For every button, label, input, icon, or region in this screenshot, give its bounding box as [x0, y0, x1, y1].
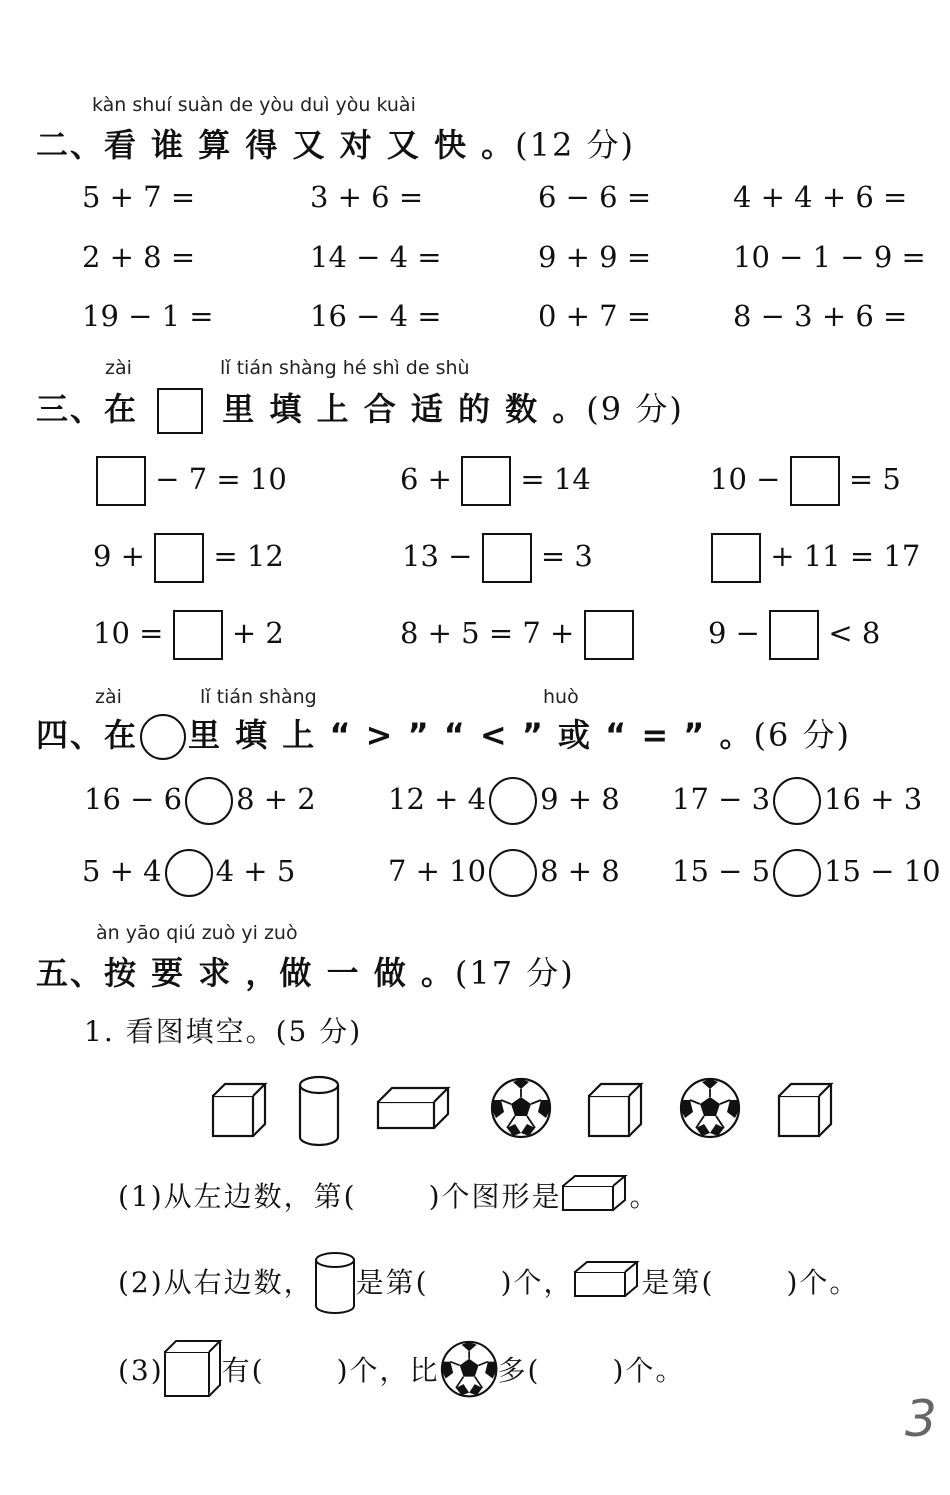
- cuboid-icon: [562, 1174, 630, 1214]
- fill-item-3: [710, 456, 901, 506]
- compare-item-5-right: 8 + 8: [540, 854, 620, 888]
- answer-box[interactable]: [711, 533, 761, 583]
- fill-item-2: [400, 456, 591, 506]
- sub-question-1: [118, 1174, 660, 1215]
- answer-box[interactable]: [154, 533, 204, 583]
- calc-0-1: 3 + 6 =: [310, 180, 424, 214]
- compare-item-2-right: 9 + 8: [540, 782, 620, 816]
- sub-q3-part-d: 多(: [497, 1354, 541, 1387]
- ball-icon: [440, 1340, 498, 1398]
- section3-title-a: 三、在: [36, 390, 139, 428]
- section2-title: [36, 120, 635, 166]
- sub-q2-part-d: 是第(: [641, 1266, 715, 1299]
- section5-title-text: 五、按 要 求 ，做 一 做 。: [36, 954, 455, 992]
- calc-0-0: 5 + 7 =: [82, 180, 196, 214]
- compare-item-5: [388, 849, 620, 897]
- section2-pinyin: kàn shuí suàn de yòu duì yòu kuài: [92, 94, 416, 116]
- sub-q3-part-b: 有(: [221, 1354, 265, 1387]
- fill-item-2-pre: 6 +: [400, 462, 452, 496]
- fill-item-6: [711, 533, 920, 583]
- question-1: 1. 看图填空。(5 分): [84, 1015, 363, 1048]
- sub-q1-part-b: )个图形是: [428, 1180, 562, 1213]
- calc-0-3: 4 + 4 + 6 =: [733, 180, 908, 214]
- compare-circle[interactable]: [489, 849, 537, 897]
- fill-item-5-pre: 13 −: [402, 539, 473, 573]
- fill-item-3-pre: 10 −: [710, 462, 781, 496]
- sub-q2-part-c: )个，: [500, 1266, 574, 1299]
- fill-item-7-post: + 2: [231, 616, 284, 650]
- compare-item-5-left: 7 + 10: [388, 854, 487, 888]
- section4-pinyin-c: huò: [543, 686, 579, 708]
- calc-2-1: 16 − 4 =: [310, 299, 442, 333]
- compare-item-2: [388, 777, 620, 825]
- page-number: 3: [905, 1390, 937, 1448]
- fill-item-8: [400, 610, 634, 660]
- fill-item-4-pre: 9 +: [93, 539, 145, 573]
- fill-item-8-pre: 8 + 5 = 7 +: [400, 616, 575, 650]
- compare-circle[interactable]: [165, 849, 213, 897]
- section3-pinyin-a: zài: [105, 357, 132, 379]
- calc-1-2: 9 + 9 =: [538, 240, 652, 274]
- sub-q2-part-a: (2)从右边数，: [118, 1266, 314, 1299]
- compare-circle[interactable]: [185, 777, 233, 825]
- section2-title-text: 二、看 谁 算 得 又 对 又 快 。: [36, 126, 516, 164]
- sub-question-3: [118, 1340, 685, 1398]
- sub-q3-part-a: (3): [118, 1354, 164, 1387]
- cuboid-shape-icon: [378, 1088, 448, 1128]
- compare-item-4-left: 5 + 4: [82, 854, 162, 888]
- section4-pinyin-b: lǐ tián shàng: [200, 686, 317, 708]
- compare-item-1-right: 8 + 2: [236, 782, 316, 816]
- answer-box[interactable]: [790, 456, 840, 506]
- fill-item-5: [402, 533, 593, 583]
- title-circle-icon: [140, 714, 186, 760]
- cylinder-shape-icon: [300, 1077, 338, 1145]
- fill-item-9-post: < 8: [828, 616, 881, 650]
- sub-question-2: [118, 1250, 859, 1316]
- fill-item-2-post: = 14: [520, 462, 591, 496]
- calc-2-3: 8 − 3 + 6 =: [733, 299, 908, 333]
- fill-item-9-pre: 9 −: [708, 616, 760, 650]
- section5-title: [36, 948, 575, 994]
- compare-item-6: [672, 849, 941, 897]
- answer-box[interactable]: [584, 610, 634, 660]
- answer-box[interactable]: [769, 610, 819, 660]
- cube-icon: [164, 1340, 222, 1398]
- section2-score: (12 分): [515, 126, 636, 164]
- section5-pinyin: àn yāo qiú zuò yi zuò: [96, 922, 298, 944]
- fill-item-7: [93, 610, 284, 660]
- section3-title-b: 里 填 上 合 适 的 数 。: [222, 390, 587, 428]
- fill-item-4-post: = 12: [213, 539, 284, 573]
- sub-q2-part-b: 是第(: [355, 1266, 429, 1299]
- compare-circle[interactable]: [773, 777, 821, 825]
- calc-1-0: 2 + 8 =: [82, 240, 196, 274]
- sub-q3-part-c: )个，比: [336, 1354, 440, 1387]
- section3-title: [36, 384, 684, 434]
- sub-q2-part-e: )个。: [786, 1266, 860, 1299]
- answer-box[interactable]: [96, 456, 146, 506]
- title-answer-box-icon: [157, 388, 203, 434]
- shapes-row: [0, 1070, 950, 1150]
- cylinder-icon: [314, 1250, 356, 1316]
- cuboid-icon: [574, 1260, 642, 1300]
- compare-item-4: [82, 849, 295, 897]
- fill-item-1-post: − 7 = 10: [155, 462, 287, 496]
- section5-score: (17 分): [454, 954, 575, 992]
- cube-shape-icon: [213, 1084, 265, 1136]
- sub-q3-part-e: )个。: [612, 1354, 686, 1387]
- compare-item-4-right: 4 + 5: [215, 854, 296, 888]
- compare-item-2-left: 12 + 4: [388, 782, 487, 816]
- answer-box[interactable]: [482, 533, 532, 583]
- answer-box[interactable]: [461, 456, 511, 506]
- compare-item-3: [672, 777, 922, 825]
- cube-shape-icon: [589, 1084, 641, 1136]
- fill-item-7-pre: 10 =: [93, 616, 164, 650]
- fill-item-9: [708, 610, 880, 660]
- fill-item-5-post: = 3: [540, 539, 593, 573]
- calc-0-2: 6 − 6 =: [538, 180, 652, 214]
- ball-shape-icon: [492, 1079, 550, 1137]
- fill-item-3-post: = 5: [848, 462, 901, 496]
- compare-circle[interactable]: [773, 849, 821, 897]
- section3-score: (9 分): [586, 390, 684, 428]
- section4-pinyin-a: zài: [95, 686, 122, 708]
- calc-1-3: 10 − 1 − 9 =: [733, 240, 926, 274]
- compare-item-1: [84, 777, 316, 825]
- section4-title-a: 四、在: [36, 716, 139, 754]
- compare-item-6-right: 15 − 10: [824, 854, 941, 888]
- calc-2-2: 0 + 7 =: [538, 299, 652, 333]
- compare-item-1-left: 16 − 6: [84, 782, 183, 816]
- fill-item-1: [96, 456, 287, 506]
- sub-q1-part-a: (1)从左边数，第(: [118, 1180, 357, 1213]
- cube-shape-icon: [779, 1084, 831, 1136]
- section3-pinyin-b: lǐ tián shàng hé shì de shù: [220, 357, 470, 379]
- fill-item-6-post: + 11 = 17: [770, 539, 921, 573]
- compare-item-3-left: 17 − 3: [672, 782, 771, 816]
- sub-q1-part-c: 。: [629, 1180, 660, 1213]
- calc-1-1: 14 − 4 =: [310, 240, 442, 274]
- calc-2-0: 19 − 1 =: [82, 299, 214, 333]
- compare-item-3-right: 16 + 3: [824, 782, 923, 816]
- section4-title: [36, 710, 851, 760]
- compare-circle[interactable]: [489, 777, 537, 825]
- answer-box[interactable]: [173, 610, 223, 660]
- compare-item-6-left: 15 − 5: [672, 854, 771, 888]
- section4-score: (6 分): [753, 716, 851, 754]
- fill-item-4: [93, 533, 284, 583]
- section4-title-b: 里 填 上 “ > ” “ < ” 或 “ = ” 。: [188, 716, 754, 754]
- ball-shape-icon: [681, 1079, 739, 1137]
